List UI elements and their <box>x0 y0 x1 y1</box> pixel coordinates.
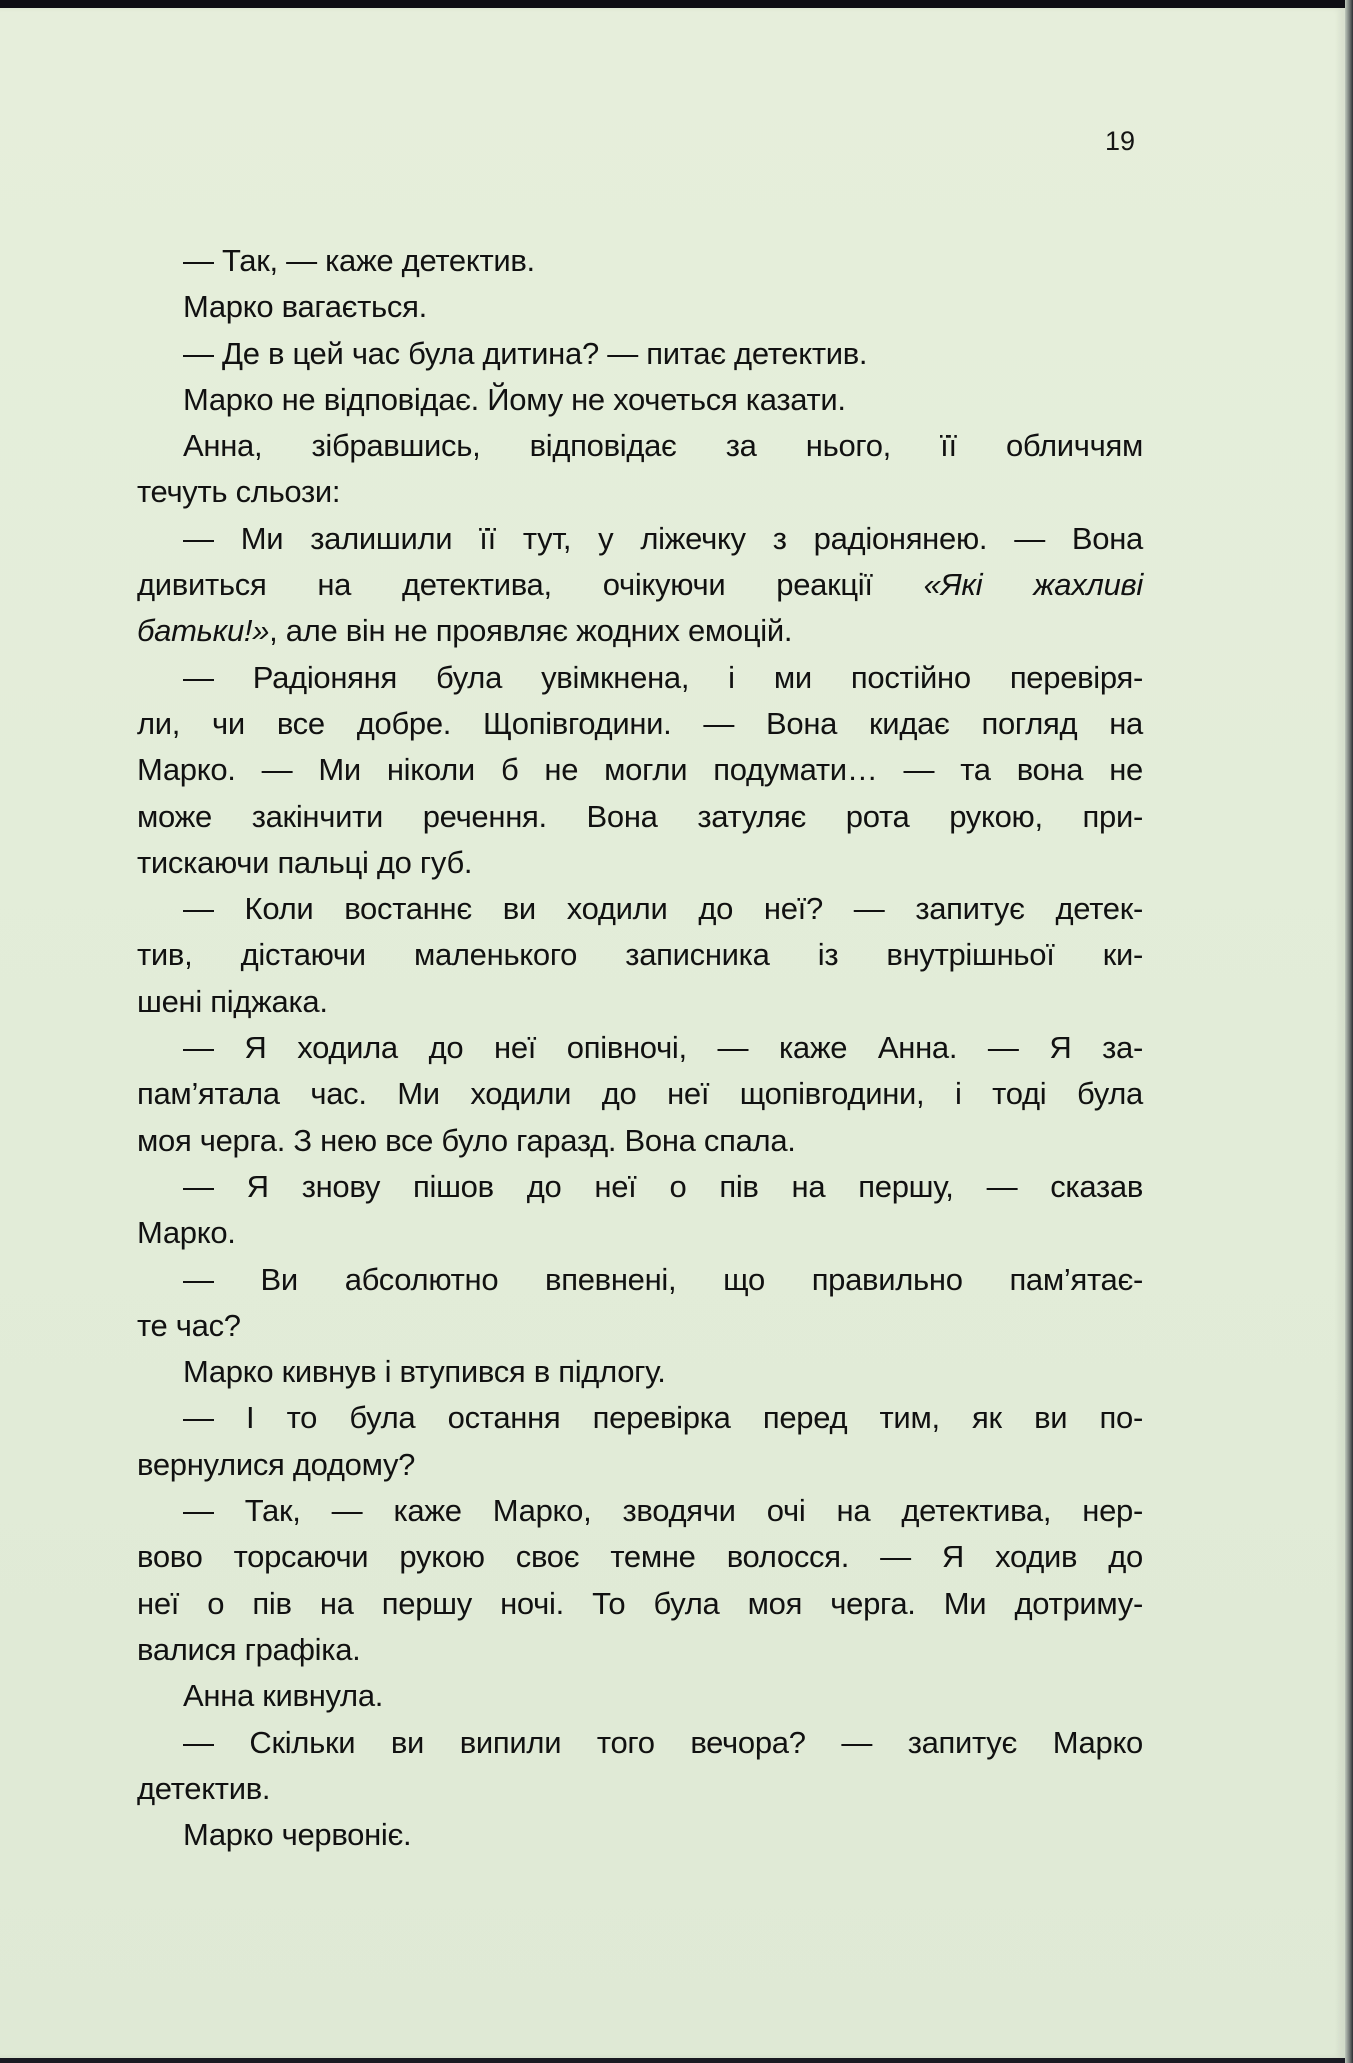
text-line: шені піджака. <box>137 983 328 1019</box>
text-line: течуть сльози: <box>137 474 341 510</box>
text-line: — Так, — каже детектив. <box>183 243 535 278</box>
text-line <box>137 562 1143 608</box>
text-line: — І то була остання перевірка перед тим, як ви по- <box>183 1400 1143 1436</box>
text-line: — Так, — каже Марко, зводячи очі на детектива, нер- <box>183 1493 1143 1529</box>
text-line: — Де в цей час була дитина? — питає детектив. <box>183 335 868 371</box>
text-run: дивиться на детектива, очікуючи реакції <box>137 567 924 603</box>
text-line: Марко не відповідає. Йому не хочеться казати. <box>183 381 846 417</box>
text-line: Марко кивнув і втупився в підлогу. <box>183 1354 666 1390</box>
text-line: може закінчити речення. Вона затуляє рота рукою, при- <box>137 798 1143 834</box>
text-line: Анна кивнула. <box>183 1678 384 1714</box>
italic-quote: «Які жахливі <box>923 567 1143 603</box>
text-line: — Коли востаннє ви ходили до неї? — запитує детек- <box>183 891 1143 927</box>
text-line: — Я знову пішов до неї о пів на першу, — сказав <box>183 1168 1143 1204</box>
italic-quote: батьки!» <box>137 613 270 649</box>
text-line: неї о пів на першу ночі. То була моя черга. Ми дотриму- <box>137 1585 1143 1621</box>
text-line: Марко. — Ми ніколи б не могли подумати… — та вона не <box>137 752 1143 788</box>
text-line: Анна, зібравшись, відповідає за нього, її обличчям <box>183 428 1143 464</box>
book-page <box>0 8 1345 2058</box>
page-edge-shadow <box>1345 0 1353 2063</box>
body-text <box>137 238 1143 1858</box>
text-line: вернулися додому? <box>137 1446 416 1482</box>
text-line: моя черга. З нею все було гаразд. Вона спала. <box>137 1122 796 1158</box>
text-line: — Я ходила до неї опівночі, — каже Анна. — Я за- <box>183 1030 1143 1066</box>
text-line: те час? <box>137 1307 241 1343</box>
text-line: — Скільки ви випили того вечора? — запитує Марко <box>183 1724 1143 1760</box>
text-line: — Ми залишили її тут, у ліжечку з радіонянею. — Вона <box>183 520 1143 556</box>
text-line: валися графіка. <box>137 1631 361 1667</box>
text-line: тив, дістаючи маленького записника із внутрішньої ки- <box>137 937 1143 973</box>
text-line: Марко вагається. <box>183 289 427 325</box>
text-line: детектив. <box>137 1770 271 1806</box>
page-number: 19 <box>1104 126 1135 156</box>
text-line: — Радіоняня була увімкнена, і ми постійно перевіря- <box>183 659 1143 695</box>
text-line: ли, чи все добре. Щопівгодини. — Вона кидає погляд на <box>137 705 1143 741</box>
text-run: , але він не проявляє жодних емоцій. <box>269 613 793 649</box>
text-line: вово торсаючи рукою своє темне волосся. — Я ходив до <box>137 1539 1143 1575</box>
text-line: Марко червоніє. <box>183 1817 412 1853</box>
text-line: — Ви абсолютно впевнені, що правильно пам’ятає- <box>183 1261 1143 1297</box>
text-line: тискаючи пальці до губ. <box>137 844 473 880</box>
text-line <box>137 608 1143 654</box>
text-line: Марко. <box>137 1215 236 1251</box>
text-line: пам’ятала час. Ми ходили до неї щопівгодини, і тоді була <box>137 1076 1143 1112</box>
